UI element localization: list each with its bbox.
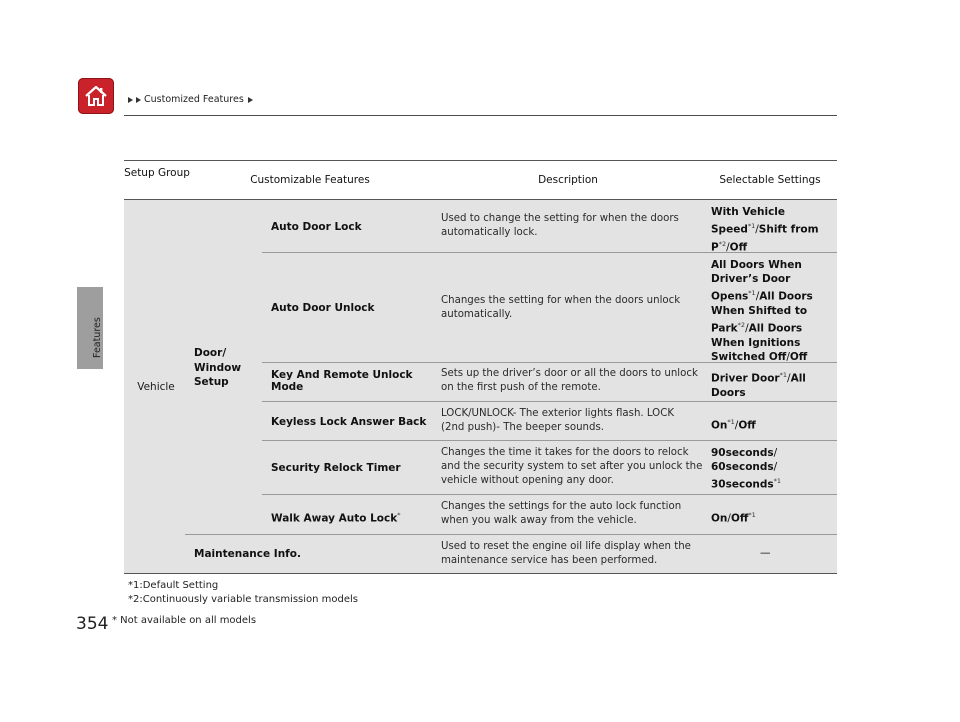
header-customizable-features: Customizable Features [250,174,370,186]
setting-options: On$^{*1}$/Off [711,418,756,432]
breadcrumb-arrow-icon [248,97,253,103]
breadcrumb-label[interactable]: Customized Features [144,94,244,105]
setting-options: With Vehicle Speed$^{*1}$/Shift from $P^{*2}$/Off [711,206,819,254]
header-description: Description [538,174,598,186]
feature-name: Key And Remote Unlock Mode [271,369,413,393]
setting-options: — [760,547,771,559]
breadcrumb-arrow-icon [128,97,133,103]
setting-options: On/Off$^{*1}$ [711,511,756,525]
row-separator [185,534,837,535]
feature-description: LOCK/UNLOCK- The exterior lights flash. LOCK (2nd push)- The beeper sounds. [441,408,674,434]
setting-options: All Doors When Driver’s Door Opens$^{*1}$/All Doors When Shifted to Park$^{*2}$/All Doors When Ignitions Switched Off/Off [711,259,813,364]
home-button[interactable] [78,78,114,114]
feature-name: Auto Door Unlock [271,302,375,314]
subgroup-label: Door/ Window Setup [194,347,242,388]
home-icon [84,84,108,108]
feature-name: Auto Door Lock [271,221,362,233]
page-number: 354 [76,614,109,634]
feature-name: Keyless Lock Answer Back [271,416,427,428]
feature-name: Security Relock Timer [271,462,401,474]
row-separator [262,401,837,402]
feature-description: Used to reset the engine oil life display when the maintenance service has been performed. [441,541,691,567]
table-bottom-rule [124,573,837,574]
footnote-availability: * Not available on all models [112,615,257,626]
section-label: Features [92,317,103,358]
feature-description: Sets up the driver’s door or all the doors to unlock on the first push of the remote. [441,368,698,394]
feature-name: Walk Away Auto Lock* [271,511,401,525]
row-separator [262,440,837,441]
feature-description: Used to change the setting for when the doors automatically lock. [441,213,679,239]
header-setup-group: Setup Group [124,167,190,179]
row-separator [262,494,837,495]
group-label: Vehicle [137,381,175,393]
feature-description: Changes the setting for when the doors unlock automatically. [441,295,681,321]
header-rule [124,115,837,116]
breadcrumb-arrow-icon [136,97,141,103]
feature-name: Maintenance Info. [194,548,301,560]
header-selectable-settings: Selectable Settings [719,174,821,186]
footnote-default: *1:Default Setting [128,580,219,591]
setting-options: 90seconds/ 60seconds/ 30seconds$^{*1}$ [711,447,782,491]
table-top-rule [124,160,837,161]
footnote-cvt: *2:Continuously variable transmission models [128,594,359,605]
breadcrumb[interactable] [128,94,254,105]
setting-options: Driver Door$^{*1}$/All Doors [711,371,806,399]
feature-description: Changes the time it takes for the doors to relock and the security system to set after you unlock the vehicle without opening any door. [441,447,703,487]
feature-description: Changes the settings for the auto lock function when you walk away from the vehicle. [441,501,682,527]
